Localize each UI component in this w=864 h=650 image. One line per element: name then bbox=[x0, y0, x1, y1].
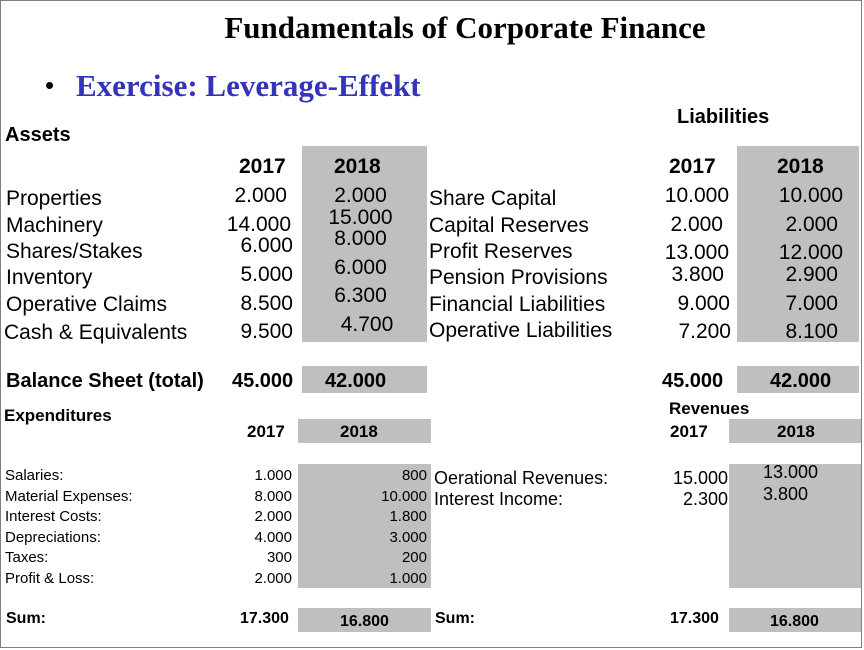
asset-label: Shares/Stakes bbox=[6, 240, 143, 263]
exp-sum-label: Sum: bbox=[6, 610, 46, 627]
liab-total-2018: 42.000 bbox=[770, 370, 832, 392]
asset-value-2018: 6.300 bbox=[334, 284, 387, 307]
expenditure-label: Depreciations: bbox=[5, 529, 101, 546]
asset-value-2017: 5.000 bbox=[240, 263, 293, 286]
expenditure-value-2018: 1.800 bbox=[389, 508, 427, 525]
revenues-header: Revenues bbox=[669, 399, 750, 418]
asset-value-2018: 2.000 bbox=[334, 184, 387, 207]
exp-sum-2018: 16.800 bbox=[340, 613, 389, 630]
liability-value-2018: 2.000 bbox=[785, 213, 838, 236]
liability-value-2018: 12.000 bbox=[778, 241, 843, 264]
asset-value-2017: 2.000 bbox=[234, 184, 287, 207]
rev-sum-label: Sum: bbox=[435, 610, 475, 627]
expenditure-label: Profit & Loss: bbox=[5, 570, 95, 587]
asset-value-2017: 14.000 bbox=[226, 213, 291, 236]
revenue-label: Interest Income: bbox=[434, 489, 564, 509]
assets-total-2018: 42.000 bbox=[325, 370, 387, 392]
liability-value-2017: 9.000 bbox=[677, 292, 730, 315]
liability-value-2018: 2.900 bbox=[785, 263, 838, 286]
expenditures-header: Expenditures bbox=[4, 406, 112, 425]
expenditure-value-2017: 2.000 bbox=[254, 570, 292, 587]
assets-total-2017: 45.000 bbox=[232, 370, 294, 392]
exp-year-2017: 2017 bbox=[247, 422, 285, 441]
liability-value-2017: 7.200 bbox=[678, 320, 731, 343]
liability-value-2017: 10.000 bbox=[664, 184, 729, 207]
liability-value-2018: 8.100 bbox=[785, 320, 838, 343]
expenditure-value-2017: 300 bbox=[266, 549, 292, 566]
liability-label: Share Capital bbox=[429, 187, 557, 210]
expenditure-label: Interest Costs: bbox=[5, 508, 102, 525]
exercise-subtitle: Exercise: Leverage-Effekt bbox=[76, 68, 421, 103]
exp-sum-2017: 17.300 bbox=[240, 610, 289, 627]
rev-sum-2018: 16.800 bbox=[770, 613, 819, 630]
expenditure-value-2018: 200 bbox=[401, 549, 427, 566]
liab-total-2017: 45.000 bbox=[662, 370, 724, 392]
revenue-value-2018: 13.000 bbox=[763, 462, 819, 482]
liab-year-2018: 2018 bbox=[777, 155, 824, 178]
asset-label: Properties bbox=[6, 187, 102, 210]
asset-value-2017: 6.000 bbox=[240, 234, 293, 257]
asset-value-2017: 8.500 bbox=[240, 292, 293, 315]
expenditure-label: Taxes: bbox=[5, 549, 49, 566]
revenue-value-2017: 2.300 bbox=[682, 489, 728, 509]
asset-label: Inventory bbox=[6, 266, 93, 289]
expenditure-value-2018: 3.000 bbox=[389, 529, 427, 546]
revenue-label: Oerational Revenues: bbox=[434, 468, 609, 488]
page-title: Fundamentals of Corporate Finance bbox=[224, 10, 706, 45]
asset-value-2018: 6.000 bbox=[334, 256, 387, 279]
asset-value-2018: 15.000 bbox=[328, 206, 393, 229]
liability-label: Pension Provisions bbox=[429, 266, 608, 289]
asset-label: Operative Claims bbox=[6, 293, 168, 316]
assets-year-2017: 2017 bbox=[239, 155, 286, 178]
asset-label: Cash & Equivalents bbox=[4, 321, 188, 344]
expenditure-value-2017: 4.000 bbox=[254, 529, 292, 546]
expenditure-value-2018: 10.000 bbox=[381, 488, 427, 505]
liabilities-header: Liabilities bbox=[677, 106, 770, 128]
liability-value-2018: 7.000 bbox=[785, 292, 838, 315]
revenue-value-2017: 15.000 bbox=[672, 468, 728, 488]
expenditure-label: Material Expenses: bbox=[5, 488, 133, 505]
expenditure-value-2017: 1.000 bbox=[254, 467, 292, 484]
rev-year-2018: 2018 bbox=[777, 422, 815, 441]
assets-header: Assets bbox=[5, 124, 71, 146]
assets-year-2018: 2018 bbox=[334, 155, 381, 178]
asset-value-2017: 9.500 bbox=[240, 320, 293, 343]
liability-label: Operative Liabilities bbox=[429, 319, 613, 342]
expenditure-value-2018: 800 bbox=[401, 467, 427, 484]
liability-label: Profit Reserves bbox=[429, 240, 573, 263]
asset-value-2018: 4.700 bbox=[340, 313, 394, 336]
liability-value-2017: 3.800 bbox=[671, 263, 724, 286]
liability-value-2017: 2.000 bbox=[670, 213, 723, 236]
balance-total-label: Balance Sheet (total) bbox=[6, 370, 204, 392]
exp-year-2018: 2018 bbox=[340, 422, 378, 441]
liability-value-2018: 10.000 bbox=[778, 184, 843, 207]
expenditure-label: Salaries: bbox=[5, 467, 64, 484]
revenue-value-2018: 3.800 bbox=[763, 484, 809, 504]
asset-label: Machinery bbox=[6, 214, 103, 237]
liability-value-2017: 13.000 bbox=[664, 241, 729, 264]
expenditure-value-2017: 8.000 bbox=[254, 488, 292, 505]
bullet-icon: • bbox=[45, 70, 55, 100]
rev-year-2017: 2017 bbox=[670, 422, 708, 441]
liab-year-2017: 2017 bbox=[669, 155, 716, 178]
liability-label: Financial Liabilities bbox=[429, 293, 606, 316]
rev-sum-2017: 17.300 bbox=[670, 610, 719, 627]
expenditure-value-2018: 1.000 bbox=[389, 570, 427, 587]
liability-label: Capital Reserves bbox=[429, 214, 589, 237]
expenditure-value-2017: 2.000 bbox=[254, 508, 292, 525]
asset-value-2018: 8.000 bbox=[334, 227, 387, 250]
